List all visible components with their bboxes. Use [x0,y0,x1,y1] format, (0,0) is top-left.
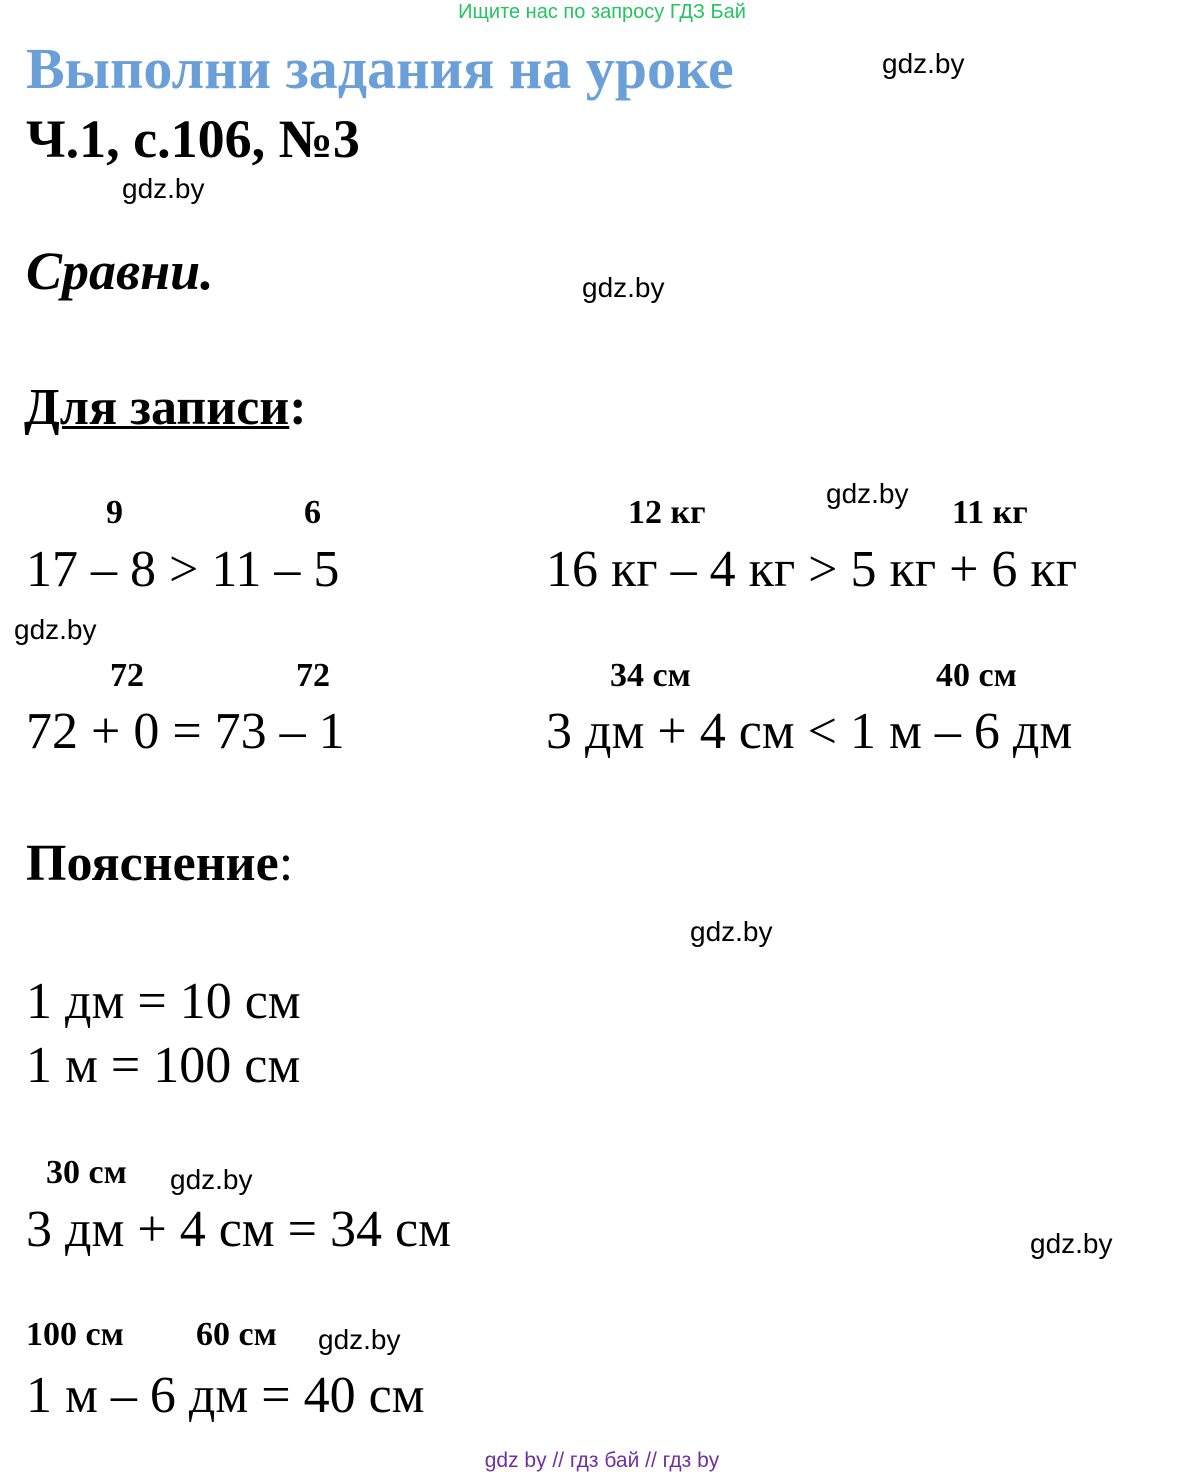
comparison-expression: 72 + 0 = 73 – 1 [26,703,345,760]
watermark: gdz.by [690,916,773,947]
watermark: gdz.by [170,1164,253,1195]
conversion-line: 1 дм = 10 см [26,973,301,1030]
record-heading [24,379,307,436]
calc-expression: 3 дм + 4 см = 34 см [26,1201,451,1258]
lesson-title: Выполни задания на уроке [26,36,734,101]
watermark: gdz.by [582,272,665,303]
record-heading-text: Для записи [24,379,290,436]
explanation-heading-colon: : [278,835,294,892]
explanation-heading [26,835,294,892]
watermark: gdz.by [14,614,97,645]
comparison-note: 34 см [610,657,691,694]
comparison-note: 9 [106,494,123,531]
watermark: gdz.by [1030,1228,1113,1259]
footer-links[interactable]: gdz by // гдз бай // гдз by [484,1449,720,1472]
comparison-note: 6 [304,494,321,531]
watermark: gdz.by [318,1324,401,1355]
comparison-note: 40 см [936,657,1017,694]
task-instruction: Сравни. [26,241,214,301]
watermark: gdz.by [826,478,909,509]
calc-expression: 1 м – 6 дм = 40 см [26,1367,425,1424]
comparison-expression: 16 кг – 4 кг > 5 кг + 6 кг [546,541,1078,598]
watermark: gdz.by [122,173,205,204]
task-reference: Ч.1, с.106, №3 [26,109,360,169]
record-heading-colon: : [289,379,307,436]
comparison-note: 11 кг [952,494,1028,531]
comparison-expression: 17 – 8 > 11 – 5 [26,541,340,598]
comparison-note: 12 кг [628,494,706,531]
calc-note: 30 см [46,1154,127,1191]
calc-note: 60 см [196,1316,277,1353]
explanation-heading-text: Пояснение [26,835,279,892]
comparison-note: 72 [110,657,144,694]
calc-note: 100 см [26,1316,124,1353]
watermark: gdz.by [882,48,965,79]
conversion-line: 1 м = 100 см [26,1037,301,1094]
top-banner[interactable]: Ищите нас по запросу ГДЗ Бай [458,1,746,23]
comparison-note: 72 [296,657,330,694]
comparison-expression: 3 дм + 4 см < 1 м – 6 дм [546,703,1073,760]
